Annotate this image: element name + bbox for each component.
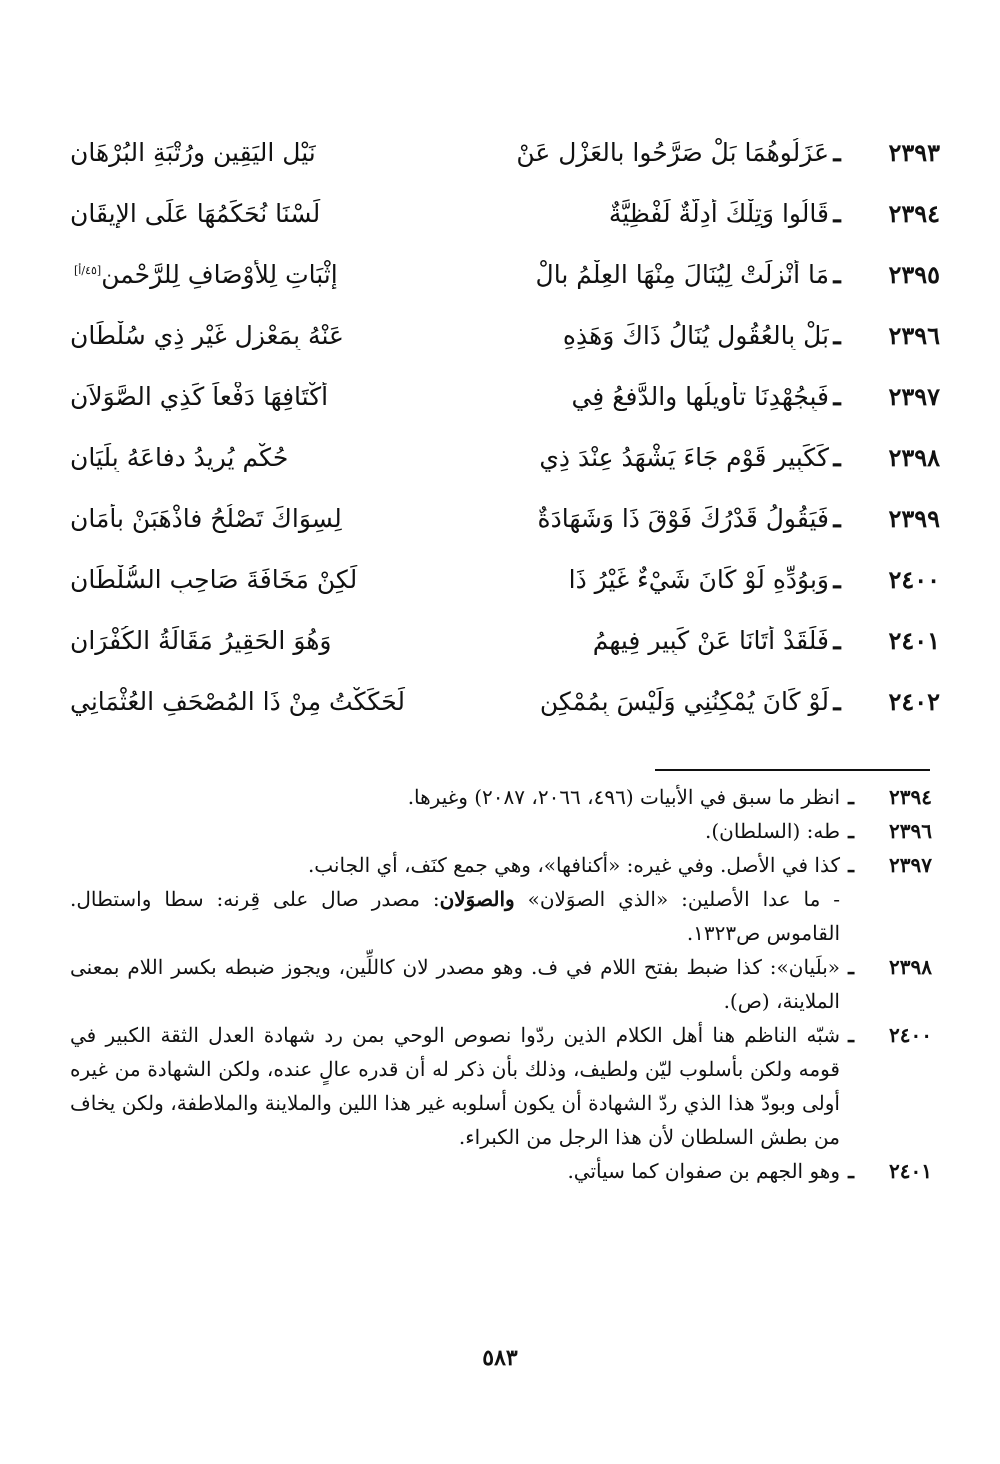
footnote-continuation — [70, 882, 932, 950]
footnote-continuation-suffix: : مصدر صال على قِرنه: سطا واستطال. القاموس ص١٣٢٣. — [70, 887, 840, 945]
footnote-number: ٢٣٩٦ — [889, 819, 932, 843]
verse-row — [60, 366, 940, 427]
footnotes-block — [70, 780, 932, 1188]
footnote — [70, 950, 932, 1018]
verse-second-hemistich: لَحَكَكْتُ مِنْ ذَا المُصْحَفِ العُثْمَانِي — [70, 687, 405, 716]
footnote-number: ٢٣٩٤ — [889, 785, 932, 809]
verse-second-hemistich: لَسْنَا نُحَكِّمُهَا عَلَى الإيقَانِ — [70, 199, 321, 228]
verse-dash: ـ — [833, 626, 841, 655]
verse-first-hemistich: وَبِوُدِّهِ لَوْ كَانَ شَيْءٌ غَيْرُ ذَا — [568, 565, 829, 594]
verse-number: ٢٣٩٧ — [888, 382, 940, 411]
footnote-text: «بلَيان»: كذا ضبط بفتح اللام في ف. وهو مصدر لان كاللِّين، ويجوز ضبطه بكسر اللام بمعنى الملاينة، (ص). — [70, 955, 840, 1013]
verse-second-hemistich: نَيْلِ اليَقِينِ ورُتْبَةِ البُرْهَانِ — [70, 138, 316, 167]
verse-dash: ـ — [833, 687, 841, 716]
verse-number: ٢٣٩٣ — [888, 138, 940, 167]
verse-first-hemistich: فَلَقَدْ أتَانَا عَنْ كَبِيرٍ فِيهِمُ — [592, 626, 829, 655]
footnote-number: ٢٤٠١ — [889, 1159, 932, 1183]
footnote-text: طه: (السلطان). — [705, 819, 840, 843]
verse-second-hemistich: لَكِنْ مَخَافَةَ صَاحِبِ السُّلْطَانِ — [70, 565, 358, 594]
verse-second-hemistich: عَنْهُ بِمَعْزِلِ غَيْرِ ذِي سُلْطَانِ — [70, 321, 344, 350]
verse-dash: ـ — [833, 199, 841, 228]
manuscript-folio-ref: [٤٥/أ] — [74, 263, 102, 277]
verse-first-hemistich: فَبِجُهْدِنَا تأوِيلُها والدَّفعُ فِي — [571, 382, 829, 411]
verse-dash: ـ — [833, 260, 841, 289]
footnote — [70, 848, 932, 882]
verse-number: ٢٣٩٩ — [888, 504, 940, 533]
footnote-text: انظر ما سبق في الأبيات (٤٩٦، ٢٠٦٦، ٢٠٨٧) وغيرها. — [407, 785, 840, 809]
verses-block — [60, 122, 940, 732]
footnote-continuation-prefix: - ما عدا الأصلين: «الذي الصوَلان» — [527, 887, 840, 911]
footnote-keyword: والصوَلان — [439, 887, 515, 911]
footnote — [70, 1018, 932, 1154]
verse-dash: ـ — [833, 138, 841, 167]
verse-first-hemistich: بَلْ بِالعُقُولِ يُنَالُ ذَاكَ وَهَذِهِ — [562, 321, 829, 350]
verse-dash: ـ — [833, 504, 841, 533]
footnote-number: ٢٣٩٨ — [889, 955, 932, 979]
verse-number: ٢٣٩٤ — [888, 199, 940, 228]
footnote-text: شبّه الناظم هنا أهل الكلام الذين ردّوا نصوص الوحي بمن رد شهادة العدل الثقة الكبير في قومه ولكن بأسلوب ليّن ولطيف، وذلك بأن ذكر له أن قدره عالٍ عنده، ولكن الشهادة من غيره أولى وبودّ هذا الذي ردّ الشهادة أن يكون أسلوبه غير هذا اللين والملاينة والملاطفة، ولكن يخاف من بطش السلطان لأن هذا الرجل من الكبراء. — [70, 1023, 840, 1149]
page-number: ٥٨٣ — [482, 1345, 518, 1371]
verse-number: ٢٣٩٥ — [888, 260, 940, 289]
verse-row — [60, 183, 940, 244]
verse-dash: ـ — [833, 321, 841, 350]
verse-row — [60, 549, 940, 610]
verse-number: ٢٤٠٠ — [888, 565, 940, 594]
footnote-separator — [655, 769, 930, 771]
verse-row — [60, 427, 940, 488]
footnote-dash: ـ — [848, 955, 854, 979]
verse-first-hemistich: قَالُوا وَتِلْكَ أدِلَّةٌ لَفْظِيَّةٌ — [608, 199, 829, 228]
footnote — [70, 814, 932, 848]
verse-row — [60, 671, 940, 732]
verse-second-hemistich: وَهُوَ الحَقِيرُ مَقَالَةُ الكُفْرَانِ — [70, 626, 332, 655]
footnote-number: ٢٣٩٧ — [889, 853, 932, 877]
verse-dash: ـ — [833, 565, 841, 594]
verse-first-hemistich: لَوْ كَانَ يُمْكِنُنِي وَلَيْسَ بِمُمْكِنٍ — [539, 687, 829, 716]
footnote — [70, 780, 932, 814]
footnote — [70, 1154, 932, 1188]
verse-second-hemistich: لِسِوَاكَ تَصْلُحُ فاذْهَبَنْ بأمَانِ — [70, 504, 342, 533]
footnote-dash: ـ — [848, 1023, 854, 1047]
footnote-dash: ـ — [848, 819, 854, 843]
verse-row — [60, 122, 940, 183]
verse-dash: ـ — [833, 443, 841, 472]
verse-second-hemistich — [60, 260, 499, 289]
footnote-dash: ـ — [848, 1159, 854, 1183]
verse-first-hemistich: عَزَلُوهُمَا بَلْ صَرَّحُوا بالعَزْلِ عَنْ — [516, 138, 829, 167]
footnote-text: كذا في الأصل. وفي غيره: «أكنافها»، وهي جمع كنَف، أي الجانب. — [307, 853, 840, 877]
verse-first-hemistich: كَكَبِيرِ قَوْمٍ جَاءَ يَشْهَدُ عِنْدَ ذِي — [539, 443, 829, 472]
verse-row — [60, 244, 940, 305]
verse-row — [60, 488, 940, 549]
footnote-text: وهو الجهم بن صفوان كما سيأتي. — [567, 1159, 840, 1183]
verse-first-hemistich: مَا أُنْزِلَتْ لِيُنَالَ مِنْهَا العِلْمُ بالْ — [535, 260, 829, 289]
verse-first-hemistich: فَيَقُولُ قَدْرُكَ فَوْقَ ذَا وَشَهَادَةٌ — [537, 504, 829, 533]
verse-second-hemistich-text: إثْبَاتِ لِلأوْصَافِ لِلرَّحْمنِ — [101, 260, 338, 289]
verse-number: ٢٤٠١ — [888, 626, 940, 655]
verse-number: ٢٣٩٦ — [888, 321, 940, 350]
footnote-dash: ـ — [848, 785, 854, 809]
verse-row — [60, 610, 940, 671]
verse-dash: ـ — [833, 382, 841, 411]
footnote-number: ٢٤٠٠ — [889, 1023, 932, 1047]
footnote-dash: ـ — [848, 853, 854, 877]
verse-second-hemistich: حُكْمٍ يُرِيدُ دفاعَهُ بِلَيَانِ — [70, 443, 289, 472]
verse-row — [60, 305, 940, 366]
verse-number: ٢٤٠٢ — [888, 687, 940, 716]
verse-second-hemistich: أكْتَافِهَا دَفْعاً كَذِي الصَّوَلاَنِ — [70, 382, 329, 411]
verse-number: ٢٣٩٨ — [888, 443, 940, 472]
